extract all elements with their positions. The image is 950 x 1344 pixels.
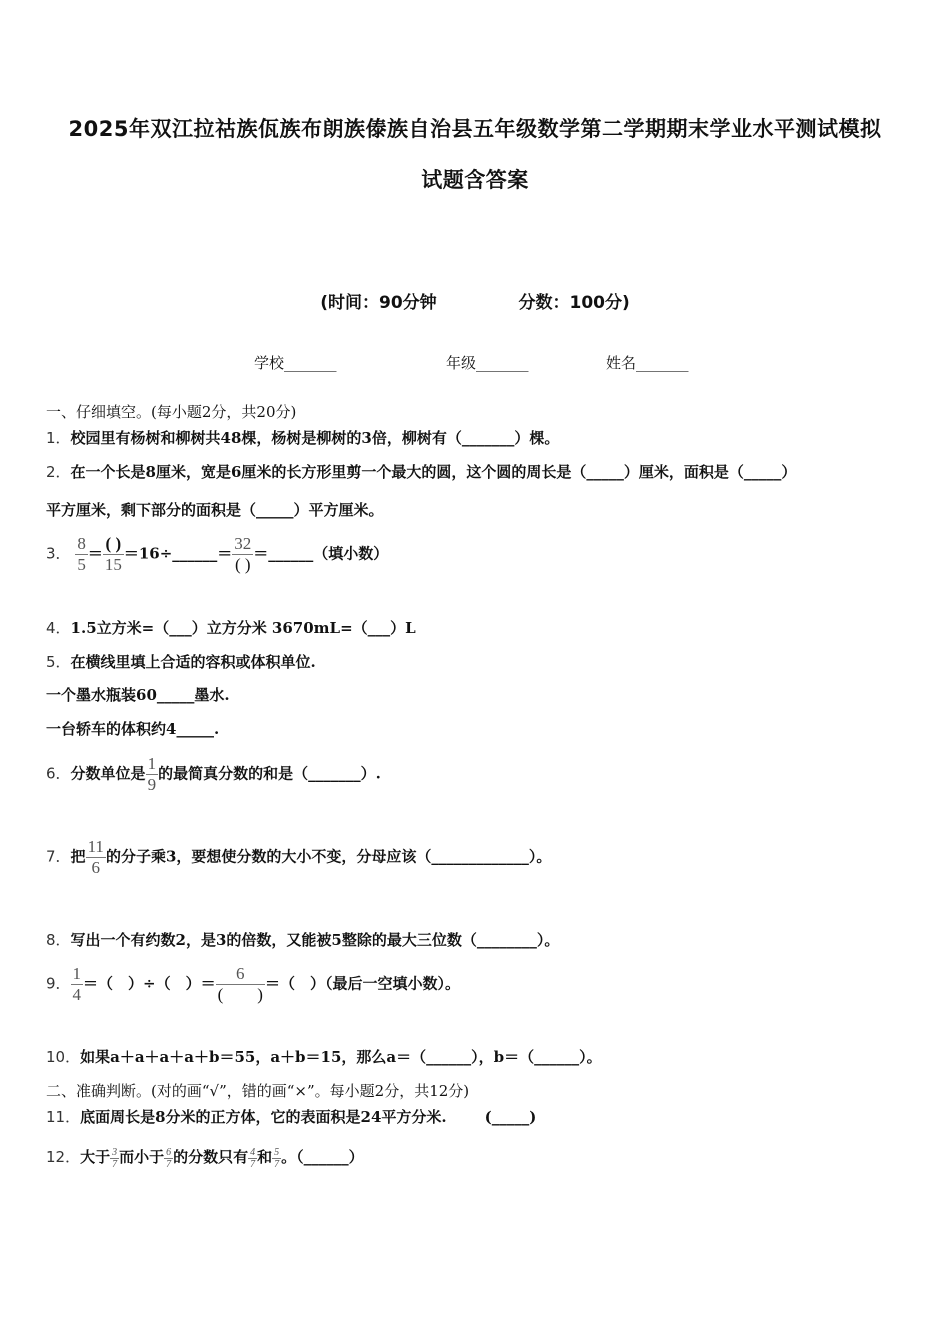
- exam-title-line1: 2025年双江拉祜族佤族布朗族傣族自治县五年级数学第二学期期末学业水平测试模拟: [68, 117, 882, 141]
- question-12: [46, 1146, 364, 1170]
- question-1: [46, 427, 559, 448]
- question-text: ＝16÷______＝: [123, 544, 233, 563]
- question-text: ＝（ ）（最后一空填小数）。: [264, 974, 460, 993]
- question-5-line-a: [46, 684, 230, 705]
- question-number: 12．: [46, 1148, 81, 1166]
- exam-title-line2: 试题含答案: [421, 168, 529, 192]
- question-5-line-b: [46, 718, 219, 739]
- question-6: [46, 754, 381, 795]
- question-2: [46, 461, 796, 482]
- score-info: 分数：100分): [518, 293, 630, 313]
- name-field[interactable]: 姓名_______: [606, 354, 689, 372]
- exam-meta: [0, 288, 950, 313]
- time-info: (时间：90分钟: [320, 293, 437, 313]
- question-text: 把: [70, 847, 86, 866]
- answer-blank[interactable]: (_____): [484, 1108, 537, 1126]
- question-number: 9．: [46, 974, 71, 993]
- question-text: 。（______）: [281, 1148, 364, 1166]
- question-number: 11．: [46, 1108, 81, 1126]
- question-text: 在横线里填上合适的容积或体积单位.: [70, 653, 316, 671]
- question-text: 分数单位是: [70, 764, 146, 783]
- fraction: $\frac{11}{6}$: [87, 837, 104, 877]
- question-number: 3．: [46, 544, 71, 563]
- fraction: $\frac{( )}{15}$: [104, 534, 122, 574]
- question-text: 的最简真分数的和是（_______）.: [158, 764, 381, 783]
- question-text: 一台轿车的体积约4_____.: [46, 720, 220, 738]
- question-7: [46, 837, 551, 878]
- question-number: 5．: [46, 653, 71, 671]
- question-11: [46, 1106, 536, 1127]
- question-number: 2．: [46, 463, 71, 481]
- question-9: [46, 964, 460, 1005]
- question-4: [46, 617, 416, 638]
- section1-heading: 一、仔细填空。(每小题2分，共20分): [46, 403, 297, 421]
- section2-heading: 二、准确判断。(对的画“√”，错的画“×”。每小题2分，共12分): [46, 1082, 470, 1100]
- question-number: 6．: [46, 764, 71, 783]
- question-text: ＝（ ）÷（ ）＝: [83, 974, 216, 993]
- question-text: ＝______（填小数）: [253, 544, 389, 563]
- question-text: 1.5立方米=（___）立方分米 3670mL=（___）L: [70, 619, 416, 637]
- question-text: 而小于: [119, 1148, 165, 1166]
- question-2-cont: [46, 499, 384, 520]
- question-3: [46, 534, 388, 575]
- fraction: $\frac{6}{( )}$: [217, 964, 263, 1004]
- fraction: $\frac{4}{7}$: [250, 1146, 256, 1170]
- question-text: 在一个长是8厘米，宽是6厘米的长方形里剪一个最大的圆，这个圆的周长是（_____）厘米，面积是（_____）: [70, 463, 797, 481]
- question-10: [46, 1046, 602, 1067]
- fraction: $\frac{1}{4}$: [72, 964, 82, 1004]
- question-number: 7．: [46, 847, 71, 866]
- question-number: 4．: [46, 619, 71, 637]
- question-text: 大于: [80, 1148, 111, 1166]
- fraction: $\frac{32}{( )}$: [234, 534, 252, 574]
- fraction: $\frac{8}{5}$: [77, 534, 86, 574]
- school-field[interactable]: 学校_______: [254, 354, 337, 372]
- question-number: 8．: [46, 931, 71, 949]
- question-text: 写出一个有约数2，是3的倍数，又能被5整除的最大三位数（________）。: [70, 931, 560, 949]
- question-number: 10．: [46, 1048, 81, 1066]
- question-5: [46, 651, 316, 672]
- fraction: $\frac{1}{9}$: [147, 754, 157, 794]
- question-number: 1．: [46, 429, 71, 447]
- question-text: 和: [257, 1148, 273, 1166]
- equals: ＝: [87, 544, 103, 563]
- question-8: [46, 929, 559, 950]
- fraction: $\frac{5}{7}$: [274, 1146, 280, 1170]
- question-text: 平方厘米，剩下部分的面积是（_____）平方厘米。: [46, 501, 384, 519]
- question-text: 一个墨水瓶装60_____墨水.: [46, 686, 230, 704]
- fraction: $\frac{3}{7}$: [112, 1146, 118, 1170]
- question-text: 底面周长是8分米的正方体，它的表面积是24平方分米.: [80, 1108, 447, 1126]
- question-text: 的分数只有: [173, 1148, 249, 1166]
- fraction: $\frac{6}{7}$: [166, 1146, 172, 1170]
- grade-field[interactable]: 年级_______: [446, 354, 529, 372]
- question-text: 如果a＋a＋a＋a＋b＝55，a＋b＝15，那么a＝（______），b＝（______）。: [80, 1048, 602, 1066]
- question-text: 校园里有杨树和柳树共48棵，杨树是柳树的3倍，柳树有（_______）棵。: [70, 429, 560, 447]
- question-text: 的分子乘3，要想使分数的大小不变，分母应该（_____________）。: [105, 847, 552, 866]
